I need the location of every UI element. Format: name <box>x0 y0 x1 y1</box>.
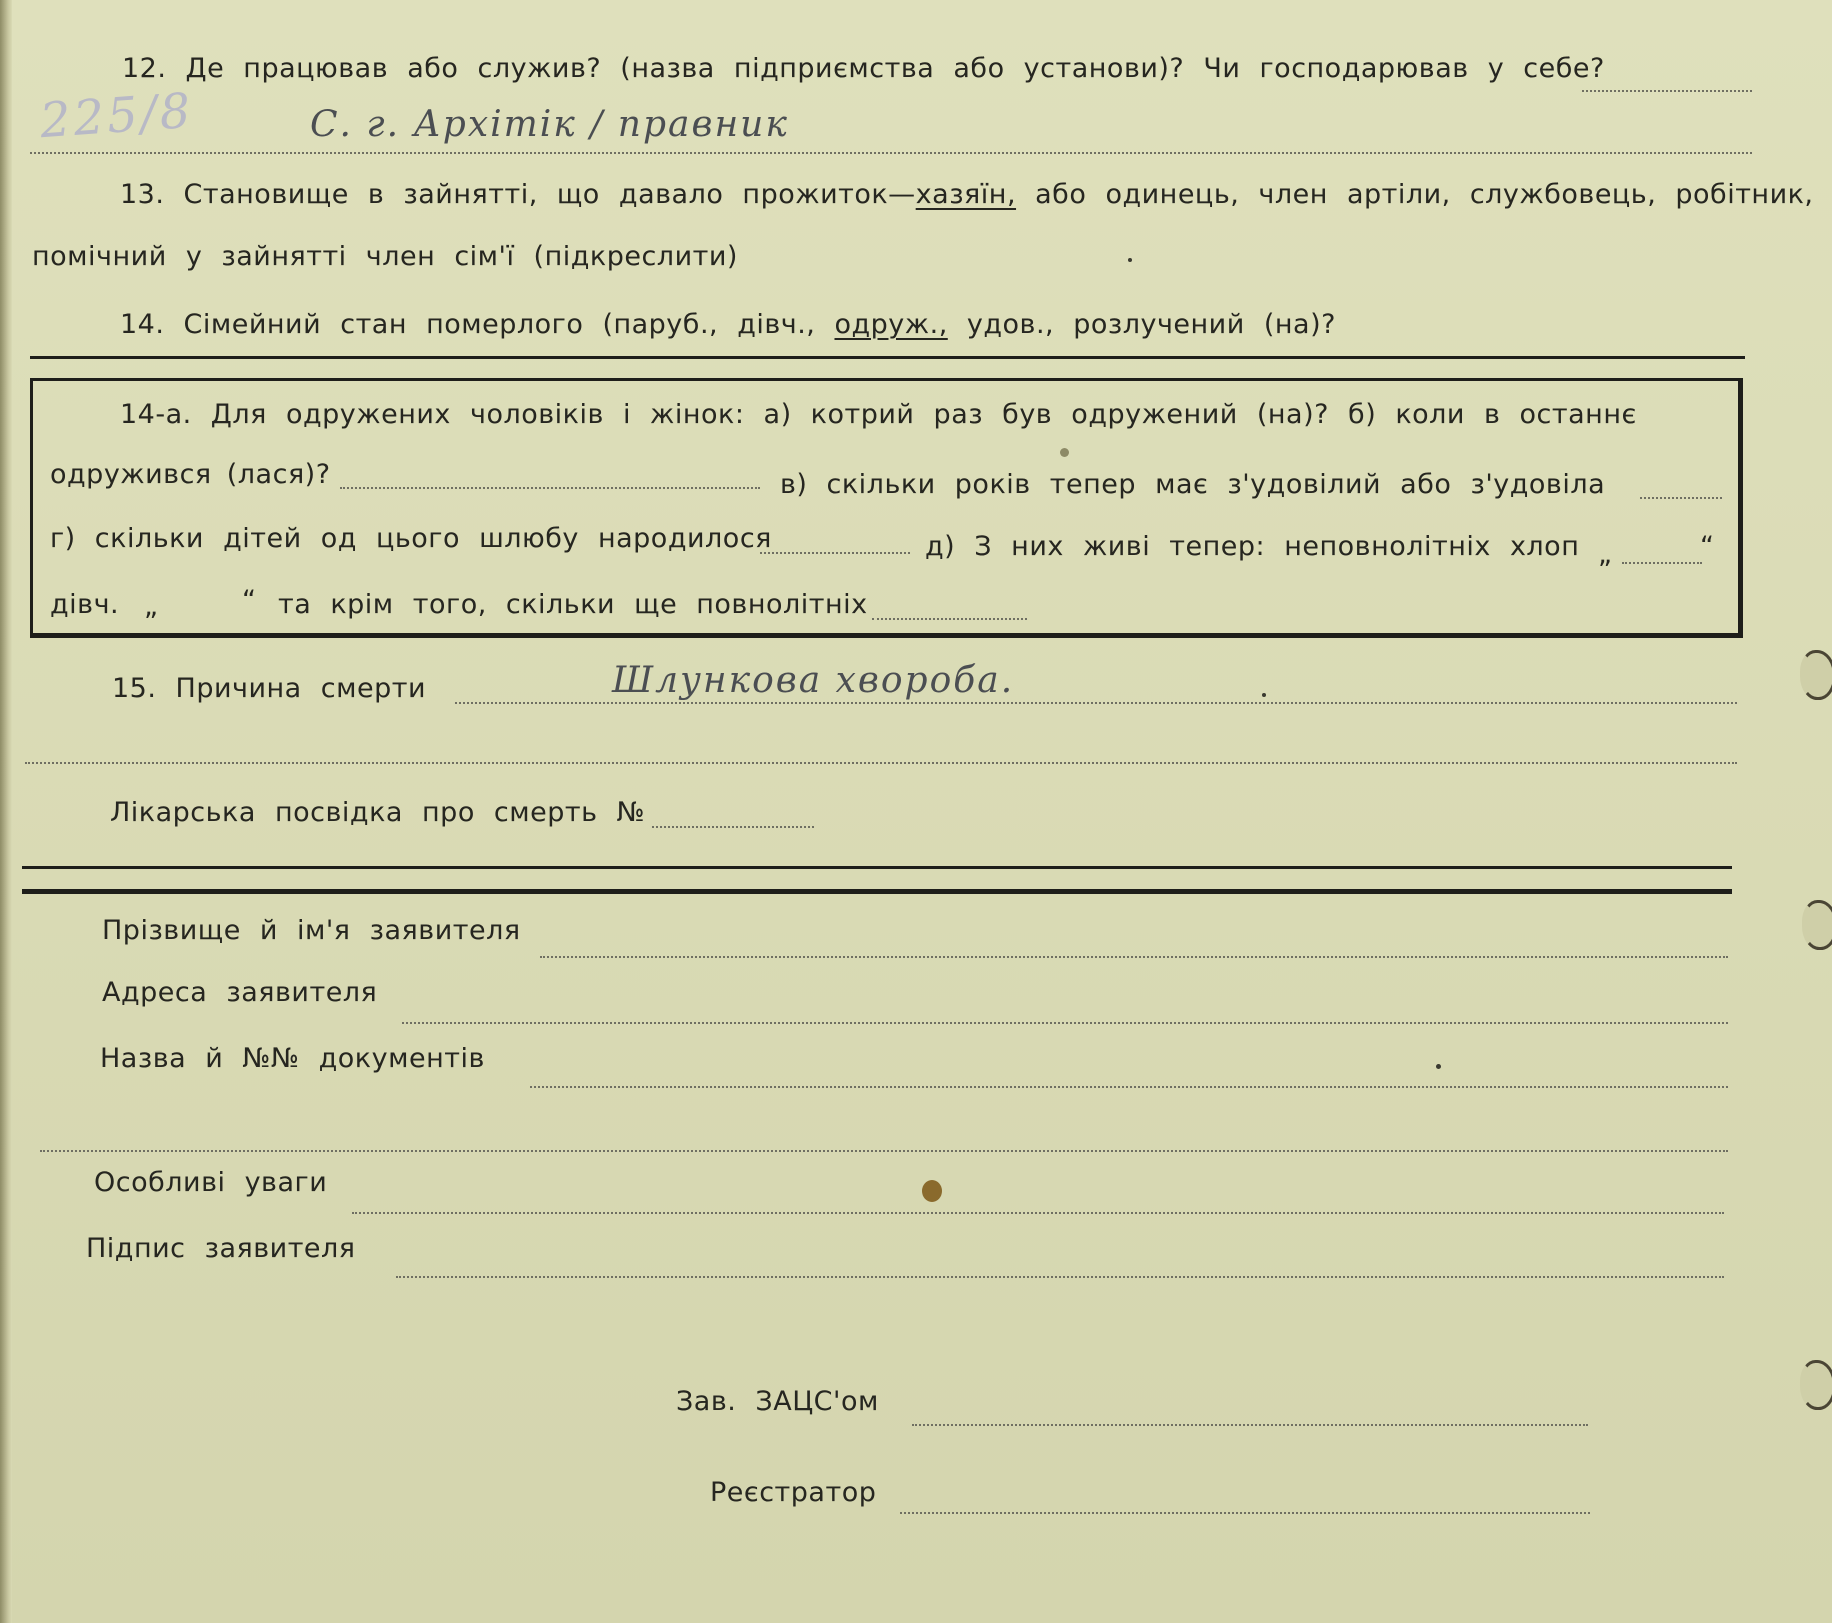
registrar-label: Реєстратор <box>710 1477 877 1508</box>
q12-dots-end <box>1582 90 1752 92</box>
q14a-line2-dots <box>340 487 760 489</box>
q15-handwritten-answer: Шлункова хвороба. <box>612 660 1015 701</box>
head-of-registry-line <box>912 1424 1588 1426</box>
margin-mark: 225/8 <box>38 82 196 150</box>
medical-cert-label: Лікарська посвідка про смерть № <box>110 797 646 828</box>
q14a-line3b: д) З них живі тепер: неповнолітніх хлоп <box>925 531 1580 562</box>
documents-label: Назва й №№ документів <box>100 1043 485 1074</box>
q14a-line3-dots-end <box>1622 562 1702 564</box>
q14a-line3-dots <box>760 552 910 554</box>
q14a-line2a: одружився (лася)? <box>50 459 331 490</box>
applicant-name-line <box>540 956 1728 958</box>
documents-line2 <box>40 1150 1728 1152</box>
paper-speck <box>1060 448 1069 457</box>
paper-speck <box>1436 1064 1441 1069</box>
double-rule-top <box>22 866 1732 869</box>
binding-hole <box>1800 650 1832 700</box>
remarks-line <box>352 1212 1724 1214</box>
q13-label-part2: або одинець, член артіли, службовець, робітник, <box>1035 179 1814 210</box>
double-rule-bottom <box>22 889 1732 894</box>
q14a-line4b: та крім того, скільки ще повнолітніх <box>278 589 868 620</box>
q13-label-part1: 13. Становище в зайнятті, що давало прожиток— <box>120 179 916 210</box>
q13-label <box>120 178 1814 212</box>
signature-label: Підпис заявителя <box>86 1233 356 1264</box>
paper-stain <box>922 1180 942 1202</box>
q14-label-part1: 14. Сімейний стан померлого (паруб., дівч., <box>120 309 816 340</box>
q13-underlined-option: хазяїн, <box>915 179 1017 210</box>
q12-answer-line <box>30 152 1752 154</box>
q14a-top-rule <box>30 356 1745 359</box>
applicant-address-label: Адреса заявителя <box>102 977 378 1008</box>
q14a-line4a: дівч. <box>50 589 120 620</box>
registrar-line <box>900 1512 1590 1514</box>
medical-cert-dots <box>652 826 814 828</box>
head-of-registry-label: Зав. ЗАЦС'ом <box>676 1386 879 1417</box>
paper-speck <box>1128 258 1132 262</box>
q12-label: 12. Де працював або служив? (назва підприємства або установи)? Чи господарював у себе? <box>122 53 1605 84</box>
q14a-line4-dots <box>872 618 1027 620</box>
q15-answer-line2 <box>25 762 1737 764</box>
q13-label-line2: помічний у зайнятті член сім'ї (підкреслити) <box>32 241 738 272</box>
q14-label <box>120 308 1336 342</box>
q14-underlined-option: одруж., <box>834 309 948 340</box>
page-edge <box>0 0 12 1623</box>
q15-answer-line <box>455 702 1737 704</box>
q14a-line1: 14-а. Для одружених чоловіків і жінок: а) котрий раз був одружений (на)? б) коли в останнє <box>120 399 1637 430</box>
applicant-address-line <box>402 1022 1728 1024</box>
paper-speck <box>1262 693 1266 697</box>
q14a-line3a: г) скільки дітей од цього шлюбу народилося <box>50 523 772 554</box>
q14a-line3-quote-open: „ <box>1598 539 1613 570</box>
signature-line <box>396 1276 1724 1278</box>
remarks-label: Особливі уваги <box>94 1167 328 1198</box>
binding-hole <box>1800 1360 1832 1410</box>
applicant-name-label: Прізвище й ім'я заявителя <box>102 915 521 946</box>
documents-line <box>530 1086 1728 1088</box>
q15-label: 15. Причина смерти <box>112 673 427 704</box>
q12-handwritten-answer: С. г. Архітік / правник <box>310 104 789 145</box>
q14a-line2-dots-end <box>1640 497 1722 499</box>
q14a-line3-quote-close: “ <box>1700 531 1715 562</box>
q14a-line4-quote-close: “ <box>242 585 257 616</box>
q14a-line2b: в) скільки років тепер має з'удовілий або з'удовіла <box>780 469 1606 500</box>
q14-label-part2: удов., розлучений (на)? <box>966 309 1336 340</box>
q14a-line4-quote-open: „ <box>144 591 159 622</box>
binding-hole <box>1802 900 1832 950</box>
